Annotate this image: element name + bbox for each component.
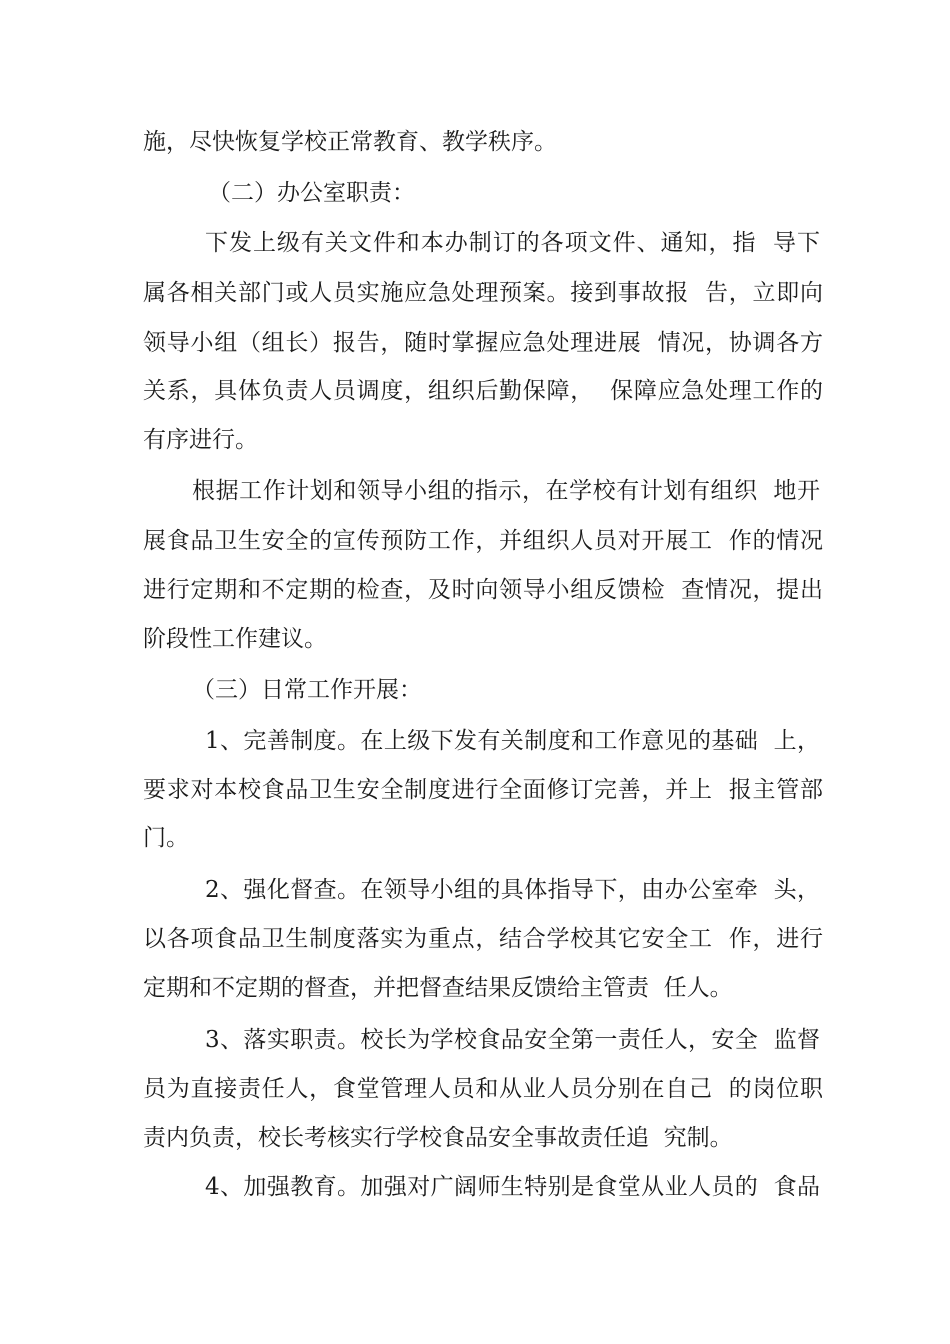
text-line-8: 根据工作计划和领导小组的指示，在学校有计划有组织 地开 [192, 478, 820, 504]
section-heading-office-duties: （二）办公室职责： [208, 180, 415, 206]
text-line-10: 进行定期和不定期的检查，及时向领导小组反馈检 查情况，提出 [143, 577, 823, 603]
section-heading-daily-work: （三）日常工作开展： [192, 677, 422, 703]
text-line-5: 领导小组（组长）报告，随时掌握应急处理进展 情况，协调各方 [143, 330, 823, 356]
text-line-3: 下发上级有关文件和本办制订的各项文件、通知，指 导下 [205, 230, 820, 256]
text-line-13: 1、完善制度。在上级下发有关制度和工作意见的基础 上， [205, 728, 820, 754]
text-line-21: 责内负责，校长考核实行学校食品安全事故责任追 究制。 [143, 1125, 733, 1151]
text-line-1: 施，尽快恢复学校正常教育、教学秩序。 [143, 129, 557, 155]
text-line-20: 员为直接责任人，食堂管理人员和从业人员分别在自己 的岗位职 [143, 1076, 823, 1102]
text-line-15: 门。 [143, 825, 189, 851]
text-line-9: 展食品卫生安全的宣传预防工作，并组织人员对开展工 作的情况 [143, 528, 823, 554]
text-line-4: 属各相关部门或人员实施应急处理预案。接到事故报 告，立即向 [143, 280, 823, 306]
text-line-17: 以各项食品卫生制度落实为重点，结合学校其它安全工 作，进行 [143, 926, 823, 952]
text-line-11: 阶段性工作建议。 [143, 626, 327, 652]
text-line-19: 3、落实职责。校长为学校食品安全第一责任人，安全 监督 [205, 1027, 820, 1053]
text-line-16: 2、强化督查。在领导小组的具体指导下，由办公室牵 头， [205, 877, 820, 903]
text-line-18: 定期和不定期的督查，并把督查结果反馈给主管责 任人。 [143, 975, 733, 1001]
text-line-7: 有序进行。 [143, 427, 258, 453]
text-line-22: 4、加强教育。加强对广阔师生特别是食堂从业人员的 食品 [205, 1174, 820, 1200]
text-line-14: 要求对本校食品卫生安全制度进行全面修订完善，并上 报主管部 [143, 777, 823, 803]
text-line-6: 关系，具体负责人员调度，组织后勤保障， 保障应急处理工作的 [143, 378, 823, 404]
